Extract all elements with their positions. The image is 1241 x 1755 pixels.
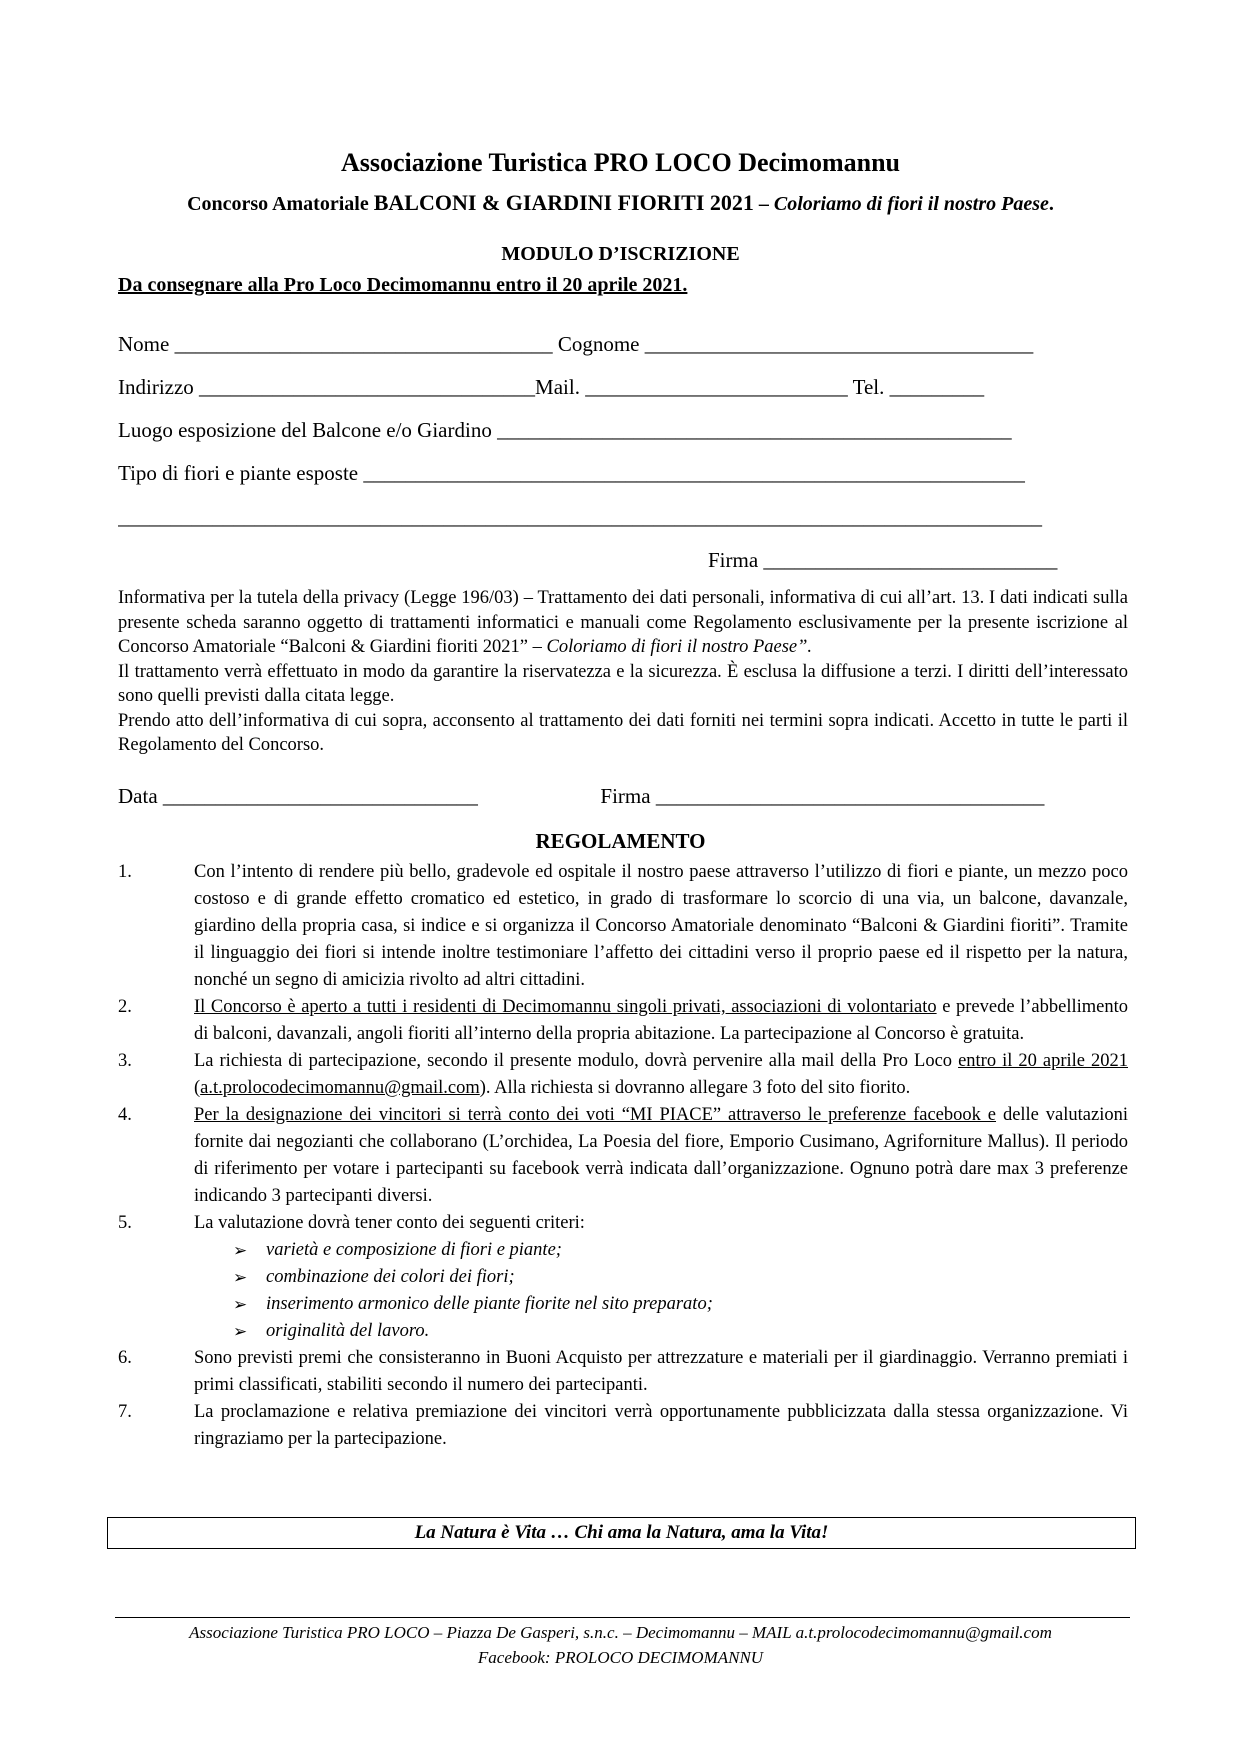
document-title: Associazione Turistica PRO LOCO Decimomannu (340, 148, 900, 177)
data-label: Data (118, 784, 158, 808)
privacy-motto: Coloriamo di fiori il nostro Paese”. (546, 637, 813, 657)
rule-item (118, 1345, 1128, 1399)
criterion-item (118, 1318, 1128, 1345)
firma-field[interactable]: ____________________________ (763, 548, 1058, 572)
rule-number: 4. (118, 1105, 132, 1125)
arrowhead-bullet-icon: ➢ (233, 1268, 248, 1287)
tipo-field[interactable]: _______________________________________________________________ (363, 461, 1025, 485)
rule-text: La valutazione dovrà tener conto dei seguenti criteri: (194, 1213, 585, 1233)
flowers-row (118, 461, 1123, 486)
cognome-label: Cognome (557, 332, 640, 356)
rule-number: 5. (118, 1213, 132, 1233)
criterion-item (118, 1264, 1128, 1291)
criterion-item (118, 1291, 1128, 1318)
rules-list (118, 859, 1128, 1453)
firma2-field[interactable]: _____________________________________ (655, 784, 1045, 808)
rule-part: ). Alla richiesta si dovranno allegare 3 foto del sito fiorito. (479, 1078, 911, 1098)
data-field[interactable]: ______________________________ (162, 784, 478, 808)
privacy-paragraph: Prendo atto dell’informativa di cui sopra, acconsento al trattamento dei dati forniti nei termini sopra indicati. Accetto in tutte le parti il Regolamento del Concorso. (118, 710, 1128, 755)
signature-row (708, 548, 1128, 573)
firma2-label: Firma (600, 784, 651, 808)
rule-item (118, 994, 1128, 1048)
extra-field[interactable]: ________________________________________________________________________________________ (118, 505, 1042, 529)
nome-field[interactable]: ____________________________________ (174, 332, 553, 356)
privacy-paragraph (118, 586, 1128, 660)
privacy-paragraph: Il trattamento verrà effettuato in modo da garantire la riservatezza e la sicurezza. È esclusa la diffusione a terzi. I diritti dell’interessato sono quelli previsti dalla citata legge. (118, 661, 1128, 706)
rule-text: La proclamazione e relativa premiazione dei vincitori verrà opportunamente pubblicizzata dalla stessa organizzazione. Vi ringraziamo per la partecipazione. (194, 1402, 1128, 1449)
footer-divider (115, 1617, 1130, 1618)
indirizzo-field[interactable]: ________________________________ (199, 375, 536, 399)
address-row (118, 375, 1123, 400)
subtitle-prefix: Concorso Amatoriale (187, 193, 369, 215)
rule-number: 2. (118, 997, 132, 1017)
motto-box: La Natura è Vita … Chi ama la Natura, ama la Vita! (107, 1517, 1136, 1549)
form-deadline: Da consegnare alla Pro Loco Decimomannu entro il 20 aprile 2021. (118, 274, 688, 296)
rule-number: 3. (118, 1051, 132, 1071)
date-signature-row (118, 784, 1128, 809)
mail-label: Mail. (535, 375, 580, 399)
tipo-label: Tipo di fiori e piante esposte (118, 461, 359, 485)
subtitle-dash: – (758, 193, 769, 215)
rule-number: 7. (118, 1402, 132, 1422)
indirizzo-label: Indirizzo (118, 375, 194, 399)
rule-number: 6. (118, 1348, 132, 1368)
mail-field[interactable]: _________________________ (585, 375, 848, 399)
arrowhead-bullet-icon: ➢ (233, 1322, 248, 1341)
rule-part: ( (194, 1078, 201, 1098)
luogo-label: Luogo esposizione del Balcone e/o Giardino (118, 418, 492, 442)
rule-text (194, 994, 1128, 1048)
footer-facebook: Facebook: PROLOCO DECIMOMANNU (477, 1648, 764, 1667)
cognome-field[interactable]: _____________________________________ (644, 332, 1034, 356)
contest-motto: Coloriamo di fiori il nostro Paese (773, 193, 1049, 215)
luogo-field[interactable]: _________________________________________________ (497, 418, 1012, 442)
tel-label: Tel. (852, 375, 885, 399)
rule-item (118, 859, 1128, 994)
criterion-text: originalità del lavoro. (266, 1321, 430, 1341)
rule-rest: e prevede l’abbellimento di balconi, davanzali, angoli fioriti all’interno della propria abitazione. La partecipazione al Concorso è gratuita. (194, 997, 1129, 1044)
deadline-underlined: entro il 20 aprile 2021 (958, 1051, 1128, 1071)
rule-item (118, 1210, 1128, 1237)
location-row (118, 418, 1123, 443)
email-link[interactable]: a.t.prolocodecimomannu@gmail.com (200, 1078, 480, 1098)
firma-label: Firma (708, 548, 759, 572)
rule-item (118, 1102, 1128, 1210)
arrowhead-bullet-icon: ➢ (233, 1295, 248, 1314)
form-heading: MODULO D’ISCRIZIONE (501, 243, 740, 265)
rule-part: La richiesta di partecipazione, secondo il presente modulo, dovrà pervenire alla mail della Pro Loco (194, 1051, 953, 1071)
rule-text (194, 1048, 1128, 1102)
footer-address: Associazione Turistica PRO LOCO – Piazza De Gasperi, s.n.c. – Decimomannu – MAIL a.t.prolocodecimomannu@gmail.com (189, 1623, 1052, 1642)
criterion-item (118, 1237, 1128, 1264)
rule-item (118, 1048, 1128, 1102)
rule-text (194, 1102, 1128, 1210)
criterion-text: combinazione dei colori dei fiori; (266, 1267, 515, 1287)
rule-text: Con l’intento di rendere più bello, gradevole ed ospitale il nostro paese attraverso l’utilizzo di fiori e piante, un mezzo poco costoso e di grande effetto cromatico ed estetico, in grado di trasformare lo scorcio di una via, un balcone, davanzale, giardino della propria casa, si indice e si organizza il Concorso Amatoriale denominato “Balconi & Giardini fioriti”. Tramite il linguaggio dei fiori si intende inoltre testimoniare l’affetto dei cittadini verso il proprio paese ed il rispetto per la natura, nonché un segno di amicizia rivolto ad altri cittadini. (194, 862, 1128, 990)
tel-field[interactable]: _________ (889, 375, 985, 399)
document-subtitle (0, 190, 1241, 216)
extra-row (118, 505, 1123, 530)
privacy-notice (118, 586, 1128, 758)
rule-text: Sono previsti premi che consisteranno in Buoni Acquisto per attrezzature e materiali per il giardinaggio. Verranno premiati i primi classificati, stabiliti secondo il numero dei partecipanti. (194, 1348, 1128, 1395)
nome-label: Nome (118, 332, 170, 356)
rule-item (118, 1399, 1128, 1453)
criterion-text: inserimento armonico delle piante fiorite nel sito preparato; (266, 1294, 713, 1314)
arrowhead-bullet-icon: ➢ (233, 1241, 248, 1260)
name-row (118, 332, 1123, 357)
criterion-text: varietà e composizione di fiori e piante; (266, 1240, 562, 1260)
rule-underlined: Il Concorso è aperto a tutti i residenti di Decimomannu singoli privati, associazioni di volontariato (194, 997, 937, 1017)
subtitle-end: . (1048, 193, 1054, 215)
page-footer (0, 1620, 1241, 1670)
rule-rest: delle valutazioni fornite dai negozianti che collaborano (L’orchidea, La Poesia del fiore, Emporio Cusimano, Agriforniture Mallus). Il periodo di riferimento per votare i partecipanti su facebook verrà indicata dall’organizzazione. Ognuno potrà dare max 3 preferenze indicando 3 partecipanti diversi. (194, 1105, 1128, 1206)
privacy-text-1: Informativa per la tutela della privacy (Legge 196/03) – Trattamento dei dati personali, informativa di cui all’art. 13. I dati indicati sulla presente scheda saranno oggetto di trattamenti informatici e manuali come Regolamento esclusivamente per la presente iscrizione al Concorso Amatoriale “Balconi & Giardini fioriti 2021” – (118, 588, 1128, 657)
rule-underlined: Per la designazione dei vincitori si terrà conto dei voti “MI PIACE” attraverso le preferenze facebook e (194, 1105, 997, 1125)
regolamento-heading: REGOLAMENTO (535, 829, 706, 853)
rule-number: 1. (118, 862, 132, 882)
contest-name: BALCONI & GIARDINI FIORITI 2021 (373, 190, 754, 215)
